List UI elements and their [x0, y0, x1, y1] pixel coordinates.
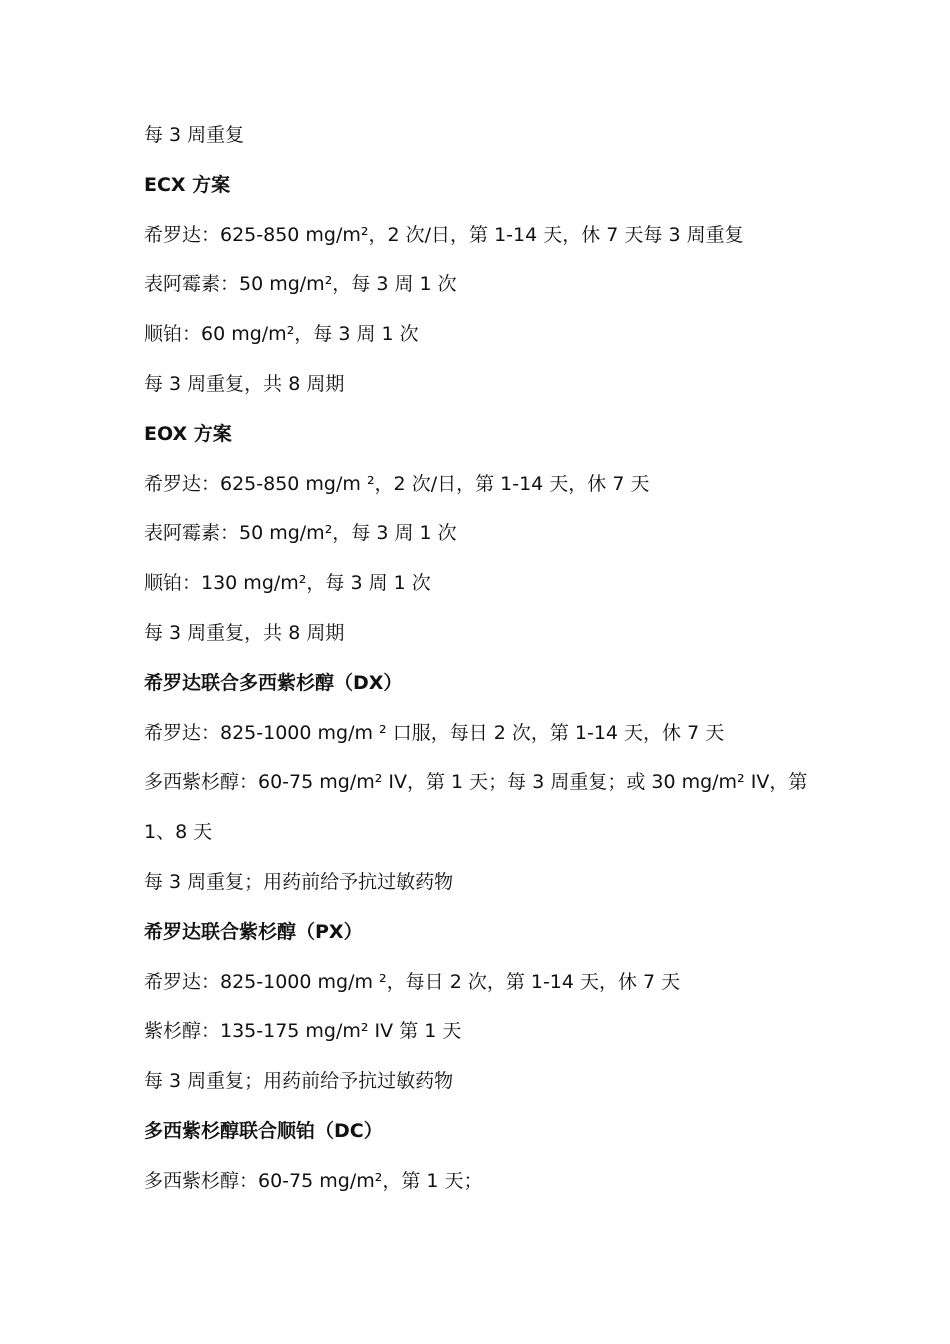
- text-line: 多西紫杉醇：60-75 mg/m²，第 1 天；: [144, 1169, 483, 1192]
- section-heading-ecx: ECX 方案: [144, 173, 231, 196]
- text-line: 希罗达：825-1000 mg/m ²，每日 2 次，第 1-14 天，休 7 天: [144, 970, 681, 993]
- text-line: 希罗达：625-850 mg/m ²，2 次/日，第 1-14 天，休 7 天: [144, 472, 650, 495]
- text-line: 1、8 天: [144, 821, 213, 844]
- text-line: 顺铂：60 mg/m²，每 3 周 1 次: [144, 323, 419, 346]
- text-line: 每 3 周重复，共 8 周期: [144, 372, 345, 395]
- document-page: [144, 111, 824, 1207]
- text-line: 紫杉醇：135-175 mg/m² IV 第 1 天: [144, 1020, 462, 1043]
- section-heading-dx: 希罗达联合多西紫杉醇（DX）: [144, 671, 403, 694]
- text-line: 表阿霉素：50 mg/m²，每 3 周 1 次: [144, 273, 457, 296]
- text-line: 每 3 周重复；用药前给予抗过敏药物: [144, 1070, 454, 1093]
- text-line: 每 3 周重复: [144, 124, 245, 146]
- text-line: 每 3 周重复，共 8 周期: [144, 621, 345, 644]
- section-heading-px: 希罗达联合紫杉醇（PX）: [144, 920, 363, 943]
- text-line: 希罗达：825-1000 mg/m ² 口服，每日 2 次，第 1-14 天，休 7 天: [144, 721, 725, 744]
- text-line: 顺铂：130 mg/m²，每 3 周 1 次: [144, 572, 431, 595]
- text-line: 表阿霉素：50 mg/m²，每 3 周 1 次: [144, 522, 457, 545]
- section-heading-dc: 多西紫杉醇联合顺铂（DC）: [144, 1119, 383, 1142]
- section-heading-eox: EOX 方案: [144, 422, 232, 445]
- text-line: 希罗达：625-850 mg/m²，2 次/日，第 1-14 天，休 7 天每 3 周重复: [144, 223, 744, 246]
- text-line: 每 3 周重复；用药前给予抗过敏药物: [144, 870, 454, 893]
- text-line: 多西紫杉醇：60-75 mg/m² IV，第 1 天；每 3 周重复；或 30 mg/m² IV，第: [144, 771, 808, 794]
